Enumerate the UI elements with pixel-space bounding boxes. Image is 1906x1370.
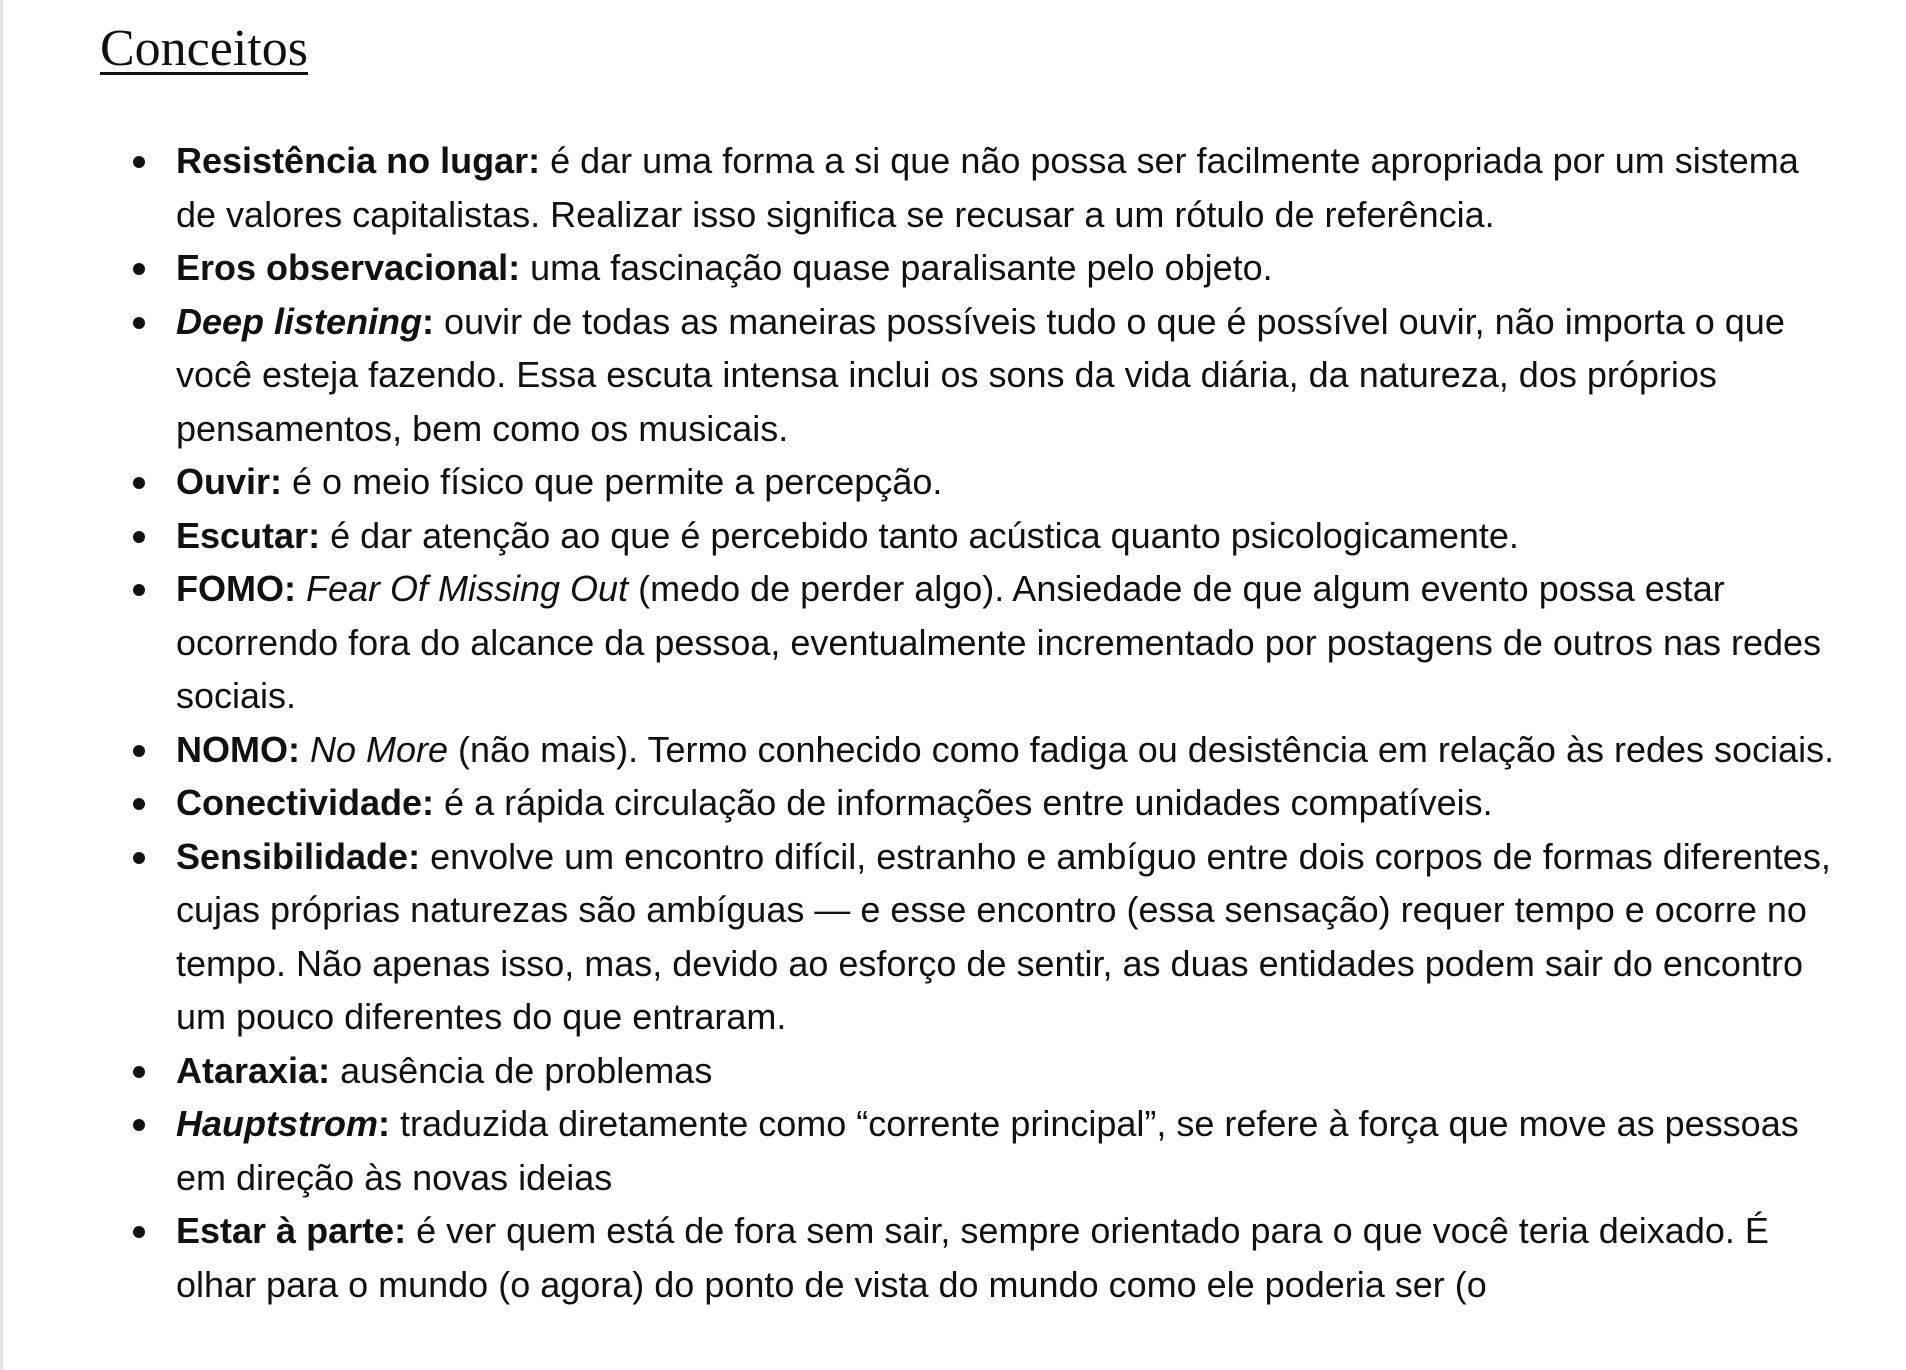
concept-definition: ausência de problemas — [330, 1049, 713, 1091]
concept-definition: traduzida diretamente como “corrente principal”, se refere à força que move as pessoas em direção às novas ideias — [176, 1103, 1799, 1198]
bullet-icon — [133, 584, 145, 596]
concept-term: Sensibilidade: — [176, 835, 421, 877]
list-item — [100, 455, 1840, 509]
concept-term: Conectividade: — [176, 782, 435, 823]
concept-definition: é dar atenção ao que é percebido tanto acústica quanto psicologicamente. — [320, 514, 1519, 556]
list-item — [100, 830, 1840, 1044]
bullet-icon — [133, 317, 145, 329]
document-page — [100, 14, 1840, 1311]
list-item — [100, 562, 1840, 723]
concept-definition: é o meio físico que permite a percepção. — [282, 461, 943, 502]
concept-list — [100, 134, 1840, 1311]
bullet-icon — [133, 1066, 145, 1078]
bullet-icon — [133, 852, 145, 864]
concept-expansion: Fear Of Missing Out — [295, 568, 629, 609]
concept-definition: uma fascinação quase paralisante pelo objeto. — [520, 247, 1273, 288]
page-title: Conceitos — [100, 20, 308, 77]
list-item — [100, 1097, 1840, 1204]
concept-term: Deep listening — [176, 300, 423, 342]
concept-term-suffix: : — [378, 1103, 391, 1144]
list-item — [100, 723, 1840, 777]
concept-definition: (não mais). Termo conhecido como fadiga ou desistência em relação às redes sociais. — [448, 728, 1835, 770]
list-item — [100, 295, 1840, 456]
concept-term: Ouvir: — [176, 461, 283, 502]
concept-definition: envolve um encontro difícil, estranho e ambíguo entre dois corpos de formas diferentes, cujas próprias naturezas são ambíguas — e esse encontro (essa sensação) requer tempo e ocorre no tempo. Não apenas isso, mas, devido ao esforço de sentir, as duas entidades podem sair do encontro um pouco diferentes do que entraram. — [176, 835, 1831, 1037]
bullet-icon — [133, 263, 145, 275]
list-item — [100, 134, 1840, 241]
list-item — [100, 509, 1840, 563]
concept-definition: ouvir de todas as maneiras possíveis tudo o que é possível ouvir, não importa o que você esteja fazendo. Essa escuta intensa inclui os sons da vida diária, da natureza, dos próprios pensamentos, bem como os musicais. — [176, 300, 1785, 449]
list-item — [100, 241, 1840, 295]
list-item — [100, 1044, 1840, 1098]
bullet-icon — [133, 477, 145, 489]
concept-term: Escutar: — [176, 514, 321, 556]
concept-definition: é ver quem está de fora sem sair, sempre orientado para o que você teria deixado. É olhar para o mundo (o agora) do ponto de vista do mundo como ele poderia ser (o — [176, 1210, 1769, 1305]
concept-expansion: No More — [299, 728, 449, 770]
list-item — [100, 1204, 1840, 1311]
concept-definition: é dar uma forma a si que não possa ser facilmente apropriada por um sistema de valores capitalistas. Realizar isso significa se recusar a um rótulo de referência. — [176, 140, 1799, 235]
list-item — [100, 776, 1840, 830]
concept-term: Estar à parte: — [176, 1210, 407, 1251]
concept-definition: é a rápida circulação de informações entre unidades compatíveis. — [434, 782, 1493, 823]
concept-term: Ataraxia: — [176, 1049, 331, 1091]
concept-term: Hauptstrom — [176, 1103, 379, 1144]
bullet-icon — [133, 531, 145, 543]
concept-term-suffix: : — [422, 300, 435, 342]
bullet-icon — [133, 1226, 145, 1238]
concept-definition: (medo de perder algo). Ansiedade de que algum evento possa estar ocorrendo fora do alcance da pessoa, eventualmente incrementado por postagens de outros nas redes sociais. — [176, 568, 1822, 716]
bullet-icon — [133, 156, 145, 168]
bullet-icon — [133, 745, 145, 757]
concept-term: Eros observacional: — [176, 247, 521, 288]
concept-term: Resistência no lugar: — [176, 140, 541, 181]
bullet-icon — [133, 1119, 145, 1131]
concept-term: NOMO: — [176, 728, 300, 770]
page-edge — [0, 0, 3, 1370]
concept-term: FOMO: — [176, 568, 296, 609]
bullet-icon — [133, 798, 145, 810]
